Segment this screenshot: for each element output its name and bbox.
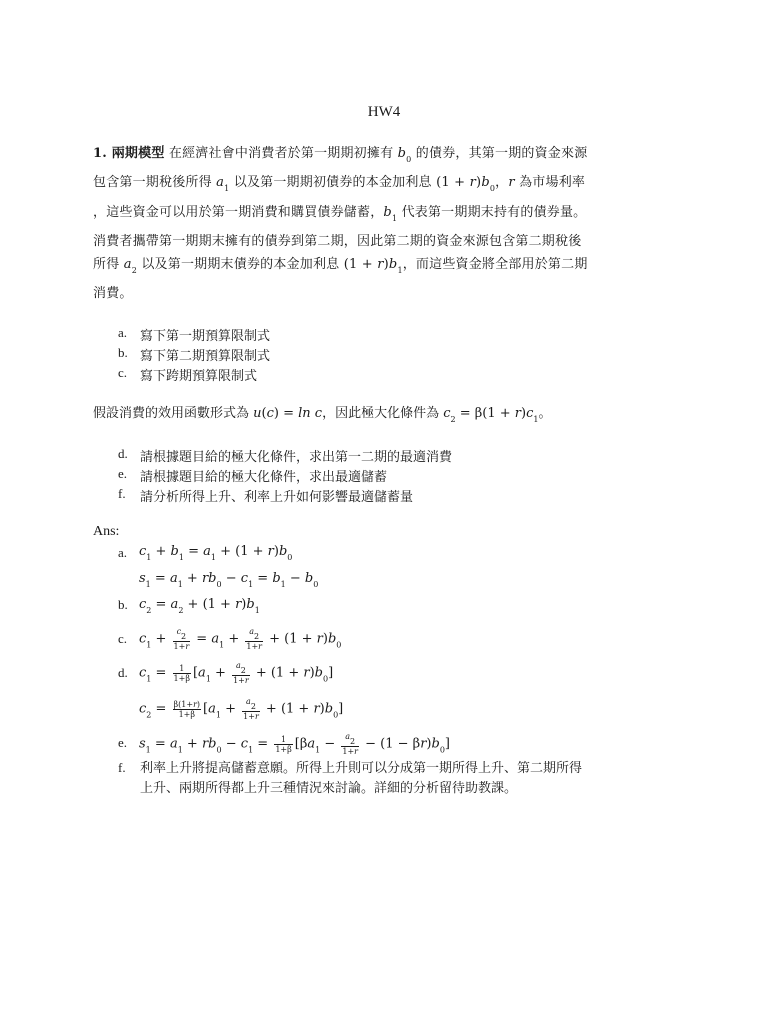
question-number: 1.: [93, 146, 107, 161]
question-heading: 兩期模型: [111, 146, 165, 161]
answer-d-eq2: $c_2$ = $\frac{\beta(1+r)}{1+\beta}$ [$a_1$ + $\frac{a_2}{1+r}$ + $(1 + r)b_0$]: [139, 697, 344, 721]
document-page: HW4 1. 兩期模型 在經濟社會中消費者於第一期期初擁有 $b_0$ 的債券，其第一期的資金來源 包含第一期稅後所得 $a_1$ 以及第一期期初債券的本金加利息 $(1 + r)b_0$，r 為市場利率 ，這些資金可以用於第一期消費和購買債券儲蓄，$b_1$ 代表第一期期末持有的債券量。 消費者攜帶第一期期末擁有的債券到第二期，因此第二期的資金來源包含第二期稅後 所得 $a_2$ 以及第一期期末債券的本金加利息 $(1 + r)b_1$，而這些資金將全部用於第二期 消費。 a. 寫下第一期預算限制式 b. 寫下第二期預算限制式 c. 寫下跨期預算限制式 假設消費的效用函數形式為 u(c) = ln c，因此極大化條件為 $c_2 = \beta(1 + r)c_1$。 d. 請根據題目給的極大化條件，求出第一二期的最適消費 e. 請根據題目給的極大化條件，求出最適儲蓄 f. 請分析所得上升、利率上升如何影響最適儲蓄量 Ans: a. b. c. d. e. f. $c_1 + b_1 = a_1 + (1 + r)b_0$ $s_1 = a_1 + rb_0 - c_1 = b_1 - b_0$ $c_2 = a_2 + (1 + r)b_1$ $c_1$ + $\frac{c_2}{1+r}$ = $a_1$ + $\frac{a_2}{1+r}$ + $(1 + r)b_0$ $c_1$ = $\frac{1}{1+\beta}$ [$a_1$ + $\frac{a_2}{1+r}$ + $(1 + r)b_0$] $c_2$ = $\frac{\beta(1+r)}{1+\beta}$ [$a_1$ + $\frac{a_2}{1+r}$ + $(1 + r)b_0$] $s_1 = a_1 + rb_0 - c_1$ = $\frac{1}{1+\beta}$ [$\beta a_1$ − $\frac{a_2}{1+r}$ − $(1 - \beta r)b_0$] 利率上升將提高儲蓄意願。所得上升則可以分成第一期所得上升、第二期所得 上升、兩期所得都上升三種情況來討論。詳細的分析留待助教課。: [0, 0, 768, 1024]
answer-e-eq: $s_1 = a_1 + rb_0 - c_1$ = $\frac{1}{1+\beta}$ [$\beta a_1$ − $\frac{a_2}{1+r}$ − $(1 - \beta r)b_0$]: [139, 732, 450, 756]
question-paragraph: 1. 兩期模型 在經濟社會中消費者於第一期期初擁有 $b_0$ 的債券，其第一期的資金來源 包含第一期稅後所得 $a_1$ 以及第一期期初債券的本金加利息 $(1 + r)b_0$，r 為市場利率 ，這些資金可以用於第一期消費和購買債券儲蓄，$b_1$ 代表第一期期末持有的債券量。 消費者攜帶第一期期末擁有的債券到第二期，因此第二期的資金來源包含第二期稅後 所得 $a_2$ 以及第一期期末債券的本金加利息 $(1 + r)b_1$，而這些資金將全部用於第二期 消費。: [93, 146, 588, 302]
answer-a-eq2: $s_1 = a_1 + rb_0 - c_1 = b_1 - b_0$: [139, 571, 319, 589]
answer-b-eq: $c_2 = a_2 + (1 + r)b_1$: [139, 597, 260, 615]
utility-line: 假設消費的效用函數形式為 u(c) = ln c，因此極大化條件為 $c_2 = \beta(1 + r)c_1$。: [93, 406, 552, 424]
answer-a-eq1: $c_1 + b_1 = a_1 + (1 + r)b_0$: [139, 544, 293, 562]
document-title: HW4: [367, 104, 401, 120]
answer-c-eq: $c_1$ + $\frac{c_2}{1+r}$ = $a_1$ + $\frac{a_2}{1+r}$ + $(1 + r)b_0$: [139, 627, 342, 651]
answer-d-eq1: $c_1$ = $\frac{1}{1+\beta}$ [$a_1$ + $\frac{a_2}{1+r}$ + $(1 + r)b_0$]: [139, 661, 334, 685]
answer-f-text: 利率上升將提高儲蓄意願。所得上升則可以分成第一期所得上升、第二期所得 上升、兩期所得都上升三種情況來討論。詳細的分析留待助教課。: [140, 761, 583, 796]
answers-heading: Ans:: [93, 524, 120, 539]
